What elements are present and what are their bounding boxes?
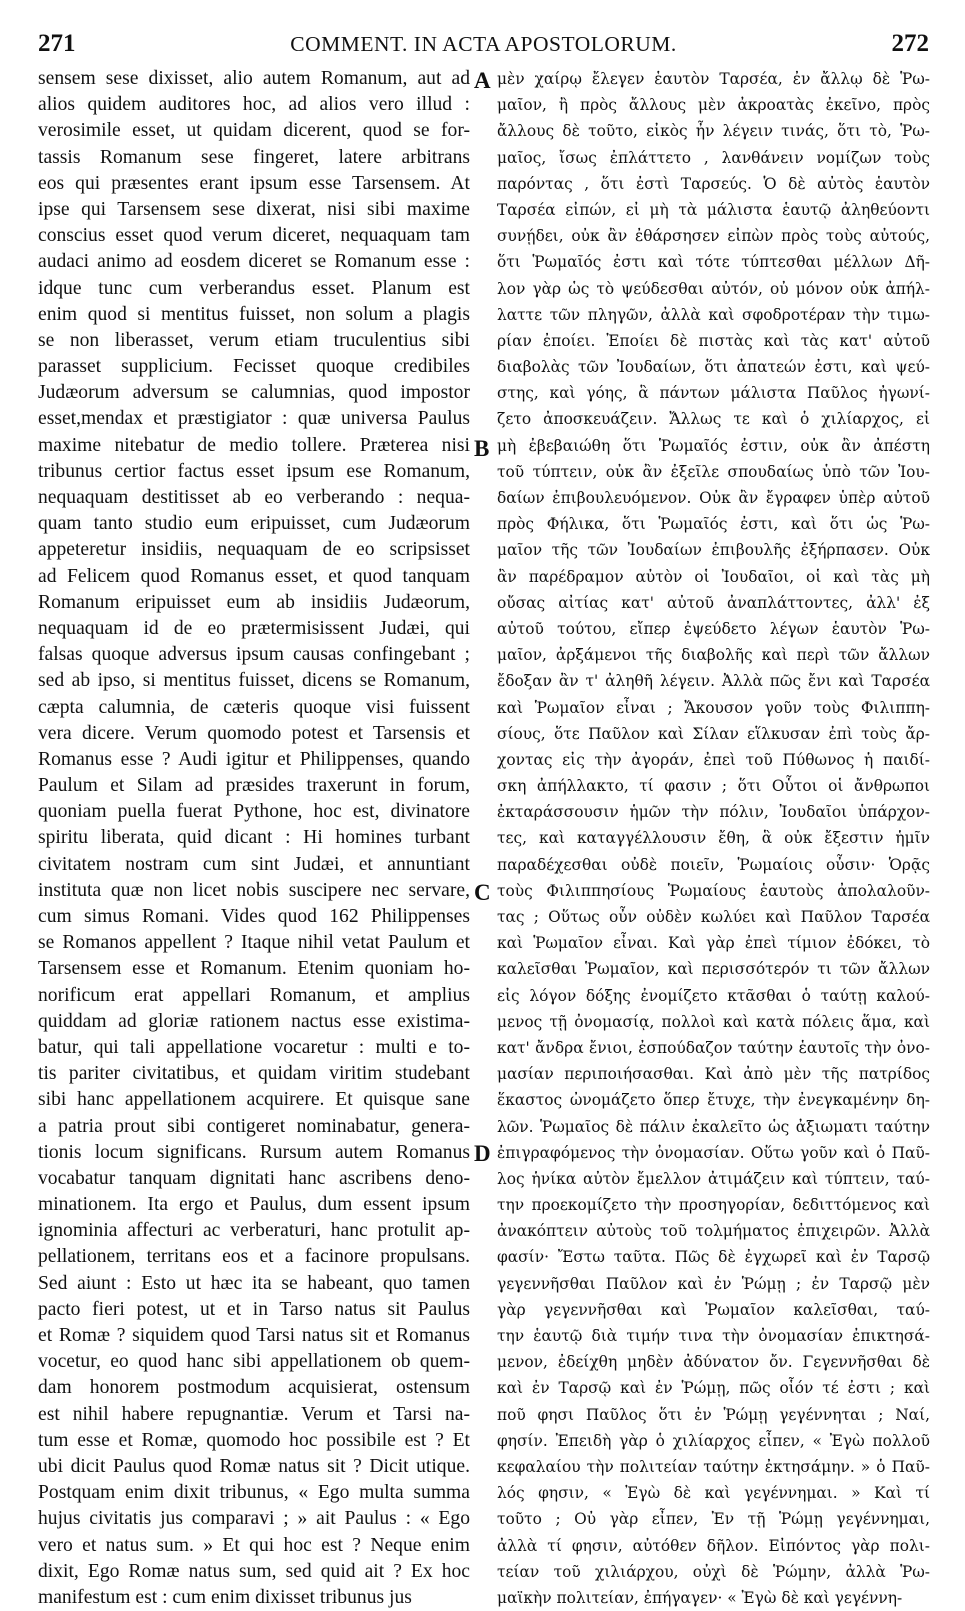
greek-text-line: συνῄδει, οὐκ ἂν ἐθάρσησεν εἰπὼν πρὸς τοὺς αὐτούς, bbox=[497, 227, 930, 246]
latin-text-line: vocetur, eo quod hanc sibi appellationem ob quem- bbox=[38, 1351, 470, 1373]
latin-text-line: batur, qui tali appellatione vocaretur : multi e to- bbox=[38, 1036, 470, 1058]
latin-column bbox=[38, 66, 470, 1611]
margin-letter-b: B bbox=[474, 436, 490, 461]
greek-text-line: στης, καὶ γόης, ἃ πάντων μάλιστα Παῦλος ἠγωνί- bbox=[497, 384, 930, 403]
greek-text-line: ποῦ φησι Παῦλος ὅτι ἐν Ῥώμῃ γεγέννηται ; Ναί, bbox=[497, 1405, 930, 1424]
greek-text-line: χοντας εἰς τὴν ἀγοράν, ἐπεὶ τοῦ Πύθωνος ἡ παιδί- bbox=[497, 750, 930, 769]
latin-text-line: pacto fieri potest, ut et in Tarso natus sit Paulus bbox=[38, 1298, 470, 1320]
latin-text-line: dixit, Ego Romæ natus sum, sed quid ait ? Ex hoc bbox=[38, 1560, 470, 1582]
greek-text-line: κατ' ἄνδρα ἔνιοι, ἐσπούδαζον ταύτην ἑαυτοῖς τὴν ὀνο- bbox=[497, 1038, 930, 1057]
latin-text-line: parasset supplicium. Fecisset quoque credibiles bbox=[38, 356, 470, 378]
greek-text-line: αὐτοῦ τούτου, εἴπερ ἐψεύδετο λέγων ἑαυτὸν Ῥω- bbox=[497, 619, 930, 638]
greek-text-line: φασίν· Ἔστω ταῦτα. Πῶς δὲ ἐγχωρεῖ καὶ ἐν Ταρσῷ bbox=[497, 1248, 930, 1267]
latin-text-line: cum simus Romani. Vides quod 162 Philippenses bbox=[38, 906, 470, 927]
greek-text-line: τοῦ τύπτειν, οὐκ ἂν ἐξεῖλε σπουδαίως ὑπὸ τῶν Ἰου- bbox=[497, 462, 930, 481]
greek-text-line: καὶ Ῥωμαῖον εἶναι ; Ἄκουσον γοῦν τοὺς Φιλιππη- bbox=[497, 698, 930, 717]
latin-text-line: esset,mendax et præstigiator : quæ universa Paulus bbox=[38, 408, 470, 430]
greek-text-line: Ταρσέα εἰπών, εἰ μὴ τὰ μάλιστα ἑαυτῷ ἀληθεύοντι bbox=[497, 200, 930, 219]
greek-text-line: τοὺς Φιλιππησίους Ῥωμαίους ἑαυτοὺς ἀπολαλοῦν- bbox=[497, 881, 930, 900]
greek-text-line: γεγεννῆσθαι Παῦλον καὶ ἐν Ῥώμῃ ; ἐν Ταρσῷ μὲν bbox=[497, 1274, 930, 1293]
latin-text-line: norificum erat appellari Romanum, et amplius bbox=[38, 984, 470, 1006]
latin-text-line: eos qui præsentes erant ipsum esse Tarsensem. At bbox=[38, 172, 470, 194]
latin-text-line: manifestum est : cum enim dixisset tribunus jus bbox=[38, 1586, 412, 1608]
latin-text-line: et Romæ ? siquidem quod Tarsi natus sit et Romanus bbox=[38, 1325, 470, 1346]
greek-text-line: λον γὰρ ὡς τὸ ψεύδεσθαι αὐτόν, οὐ μόνον οὐκ ἀπήλ- bbox=[497, 279, 930, 298]
greek-text-line: ἀνακόπτειν αὐτοὺς τοῦ τολμήματος ἐπιχειρῶν. Ἀλλὰ bbox=[497, 1222, 930, 1241]
latin-text-line: nequaquam destitisset ab eo verberando : nequa- bbox=[38, 487, 470, 508]
greek-text-line: ζετο ἀποσκευάζειν. Ἄλλως τε καὶ ὁ χιλίαρχος, εἰ bbox=[497, 410, 930, 429]
greek-text-line: ἔδοξαν ἂν τ' ἀληθῆ λέγειν. Ἀλλὰ πῶς ἔνι καὶ Ταρσέα bbox=[497, 672, 930, 691]
greek-text-line: λός φησιν, « Ἐγὼ δὲ καὶ γεγέννημαι. » Καὶ τί bbox=[497, 1484, 930, 1503]
greek-text-line: μενος τῇ ὀνομασίᾳ, πολλοὶ καὶ κατὰ πόλεις ἅμα, καὶ bbox=[497, 1012, 930, 1031]
latin-text-line: verosimile esset, ut quidam dicerent, quod se for- bbox=[38, 120, 470, 142]
greek-text-line: καὶ Ῥωμαῖον εἶναι. Καὶ γὰρ ἐπεὶ τίμιον ἐδόκει, τὸ bbox=[497, 934, 930, 953]
greek-text-line: διαβολὰς τῶν Ἰουδαίων, ὅτι ἀπατεών ἐστι, καὶ ψεύ- bbox=[497, 358, 930, 377]
greek-text-line: ἐπιγραφόμενος τὴν ὀνομασίαν. Οὕτω γοῦν καὶ ὁ Παῦ- bbox=[497, 1143, 930, 1162]
latin-text-line: sibi hanc appellationem acquirere. Et quisque sane bbox=[38, 1089, 470, 1111]
greek-text-line: μαῖον, ἢ πρὸς ἄλλους μὲν ἀκροατὰς ἐκεῖνο, πρὸς bbox=[497, 96, 930, 115]
greek-text-line: εἰς λόγον δόξης ἐνομίζετο κτᾶσθαι ὁ ταύτῃ καλού- bbox=[497, 986, 930, 1005]
latin-text-line: sensem sese dixisset, alio autem Romanum, aut ad bbox=[38, 68, 470, 89]
greek-text-line: καὶ ἐν Ταρσῷ καὶ ἐν Ῥώμῃ, πῶς οἷόν τέ ἐστι ; καὶ bbox=[497, 1379, 930, 1398]
greek-text-line: ὅτι Ῥωμαῖός ἐστι καὶ τότε τύπτεσθαι μέλλων Δῆ- bbox=[497, 253, 930, 272]
greek-column bbox=[497, 66, 930, 1611]
page-number-left: 271 bbox=[38, 30, 76, 57]
greek-text-line: μασίαν περιποιήσασθαι. Καὶ ἀπὸ μὲν τῆς πατρίδος bbox=[497, 1065, 930, 1084]
latin-text-line: tionis locum significans. Rursum autem Romanus bbox=[38, 1141, 470, 1163]
greek-text-line: γὰρ γεγεννῆσθαι καὶ Ῥωμαῖον καλεῖσθαι, ταύ- bbox=[497, 1300, 930, 1319]
greek-text-line: φησίν. Ἐπειδὴ γὰρ ὁ χιλίαρχος εἶπεν, « Ἐγὼ πολλοῦ bbox=[497, 1431, 930, 1450]
latin-text-line: Sed aiunt : Esto ut hæc ita se habeant, quo tamen bbox=[38, 1272, 470, 1294]
greek-text-line: μαῖος, ἴσως ἐπλάττετο , λανθάνειν νομίζων τοὺς bbox=[497, 148, 930, 167]
margin-letter-c: C bbox=[474, 880, 491, 905]
latin-text-line: tum esse et Romæ, quomodo hoc possibile est ? Et bbox=[38, 1429, 470, 1451]
margin-letter-d: D bbox=[474, 1141, 491, 1166]
latin-text-line: appeteretur insidiis, nequaquam de eo scripsisset bbox=[38, 539, 470, 561]
latin-text-line: ignominia affecturi ac verberaturi, hanc protulit ap- bbox=[38, 1220, 470, 1242]
latin-text-line: nequaquam id de eo prætermisissent Judæi, qui bbox=[38, 617, 470, 639]
latin-text-line: audaci animo ad eosdem diceret se Romanum esse : bbox=[38, 251, 470, 273]
latin-text-line: tassis Romanum sese fingeret, latere arbitrans bbox=[38, 146, 470, 168]
greek-text-line: σκη ἀπήλλακτο, τί φασιν ; ὅτι Οὗτοι οἱ ἄνθρωποι bbox=[497, 777, 930, 796]
greek-text-line: μαῖον, ἀρξάμενοι τῆς διαβολῆς καὶ περὶ τῶν ἄλλων bbox=[497, 646, 930, 665]
latin-text-line: Romanum eripuisset eum ab insidiis Judæorum, bbox=[38, 591, 470, 613]
latin-text-line: dam honorem postmodum acquisierat, ostensum bbox=[38, 1377, 470, 1399]
greek-text-line: παρόντας , ὅτι ἐστὶ Ταρσεύς. Ὁ δὲ αὐτὸς ἑαυτὸν bbox=[497, 174, 930, 193]
greek-text-line: μὴ ἐβεβαιώθη ὅτι Ῥωμαῖός ἐστιν, οὐκ ἂν ἀπέστη bbox=[497, 436, 930, 455]
latin-text-line: Tarsensem esse et Romanum. Etenim quoniam ho- bbox=[38, 958, 470, 980]
latin-text-line: Romanus esse ? Audi igitur et Philippenses, quando bbox=[38, 748, 470, 770]
greek-text-line: μαῖον τῆς τῶν Ἰουδαίων ἐπιβουλῆς ἐξήρπασεν. Οὐκ bbox=[497, 541, 930, 560]
latin-text-line: Postquam enim dixit tribunus, « Ego multa summa bbox=[38, 1482, 470, 1504]
latin-text-line: enim quod si mentitus fuisset, non solum a plagis bbox=[38, 303, 470, 325]
greek-text-line: μαϊκὴν πολιτείαν, ἐπήγαγεν· « Ἐγὼ δὲ καὶ γεγέννη- bbox=[497, 1588, 903, 1607]
latin-text-line: est nihil habere repugnantiæ. Verum et Tarsi na- bbox=[38, 1403, 470, 1425]
latin-text-line: vera dicere. Verum quomodo potest et Tarsensis et bbox=[38, 722, 470, 744]
greek-text-line: μὲν χαίρῳ ἔλεγεν ἑαυτὸν Ταρσέα, ἐν ἄλλῳ δὲ Ῥω- bbox=[497, 70, 930, 88]
latin-text-line: quoniam puella fuerat Pythone, hoc est, divinatore bbox=[38, 801, 470, 823]
greek-text-line: ἀλλὰ τί φησιν, αὐτόθεν δῆλον. Εἰπόντος γὰρ πολι- bbox=[497, 1536, 930, 1555]
latin-text-line: ubi dicit Paulus quod Romæ natus sit ? Dicit utique. bbox=[38, 1455, 470, 1477]
greek-text-line: σίους, ὅτε Παῦλον καὶ Σίλαν εἵλκυσαν ἐπὶ τοὺς ἄρ- bbox=[497, 724, 930, 743]
page-number-right: 272 bbox=[891, 30, 929, 57]
greek-text-line: ρίαν ἐποίει. Ἐποίει δὲ πιστὰς καὶ τὰς κατ' αὐτοῦ bbox=[497, 331, 930, 350]
latin-text-line: cæpta calumnia, de cæteris quoque visi fuissent bbox=[38, 696, 470, 718]
greek-text-line: την ἑαυτῷ διὰ τιμήν τινα τὴν ὀνομασίαν ἐπικτησά- bbox=[497, 1327, 930, 1345]
latin-text-line: falsas quoque adversus ipsum causas confingebant ; bbox=[38, 644, 470, 666]
greek-text-line: καλεῖσθαι Ῥωμαῖον, καὶ περισσότερόν τι τῶν ἄλλων bbox=[497, 960, 930, 979]
latin-text-line: maxime nitebatur de medio tollere. Præterea nisi bbox=[38, 434, 470, 456]
margin-letter-a: A bbox=[474, 68, 491, 93]
latin-text-line: spiritu liberata, quid dicant : Hi homines turbant bbox=[38, 827, 470, 849]
greek-text-line: ἂν παρέδραμον αὐτὸν οἱ Ἰουδαῖοι, οἱ καὶ τὰς μὴ bbox=[497, 567, 930, 586]
latin-text-line: a patria prout sibi contigeret nominabatur, genera- bbox=[38, 1115, 470, 1137]
latin-text-line: sed ab ipso, si mentitus fuisset, dicens se Romanum, bbox=[38, 670, 470, 692]
greek-text-line: λαττε τῶν πληγῶν, ἀλλὰ καὶ σφοδροτέραν τὴν τιμω- bbox=[497, 305, 930, 324]
latin-text-line: hujus civitatis jus comparavi ; » ait Paulus : « Ego bbox=[38, 1508, 470, 1530]
latin-text-line: minationem. Ita ergo et Paulus, dum essent ipsum bbox=[38, 1194, 470, 1216]
latin-text-line: ad Felicem quod Romanus esset, et quod tanquam bbox=[38, 565, 470, 587]
latin-text-line: quiddam ad gloriæ rationem nactus esse existima- bbox=[38, 1010, 470, 1032]
latin-text-line: vocabatur tanquam dignitati hanc ascribens deno- bbox=[38, 1167, 470, 1189]
latin-text-line: se non liberasset, verum etiam truculentius sibi bbox=[38, 329, 470, 351]
latin-text-line: idque tunc cum verberandus esset. Planum est bbox=[38, 277, 470, 299]
greek-text-line: πρὸς Φήλικα, ὅτι Ῥωμαῖός ἐστι, καὶ ὅτι ὡς Ῥω- bbox=[497, 515, 930, 534]
greek-text-line: τοῦτο ; Οὐ γὰρ εἶπεν, Ἐν τῇ Ῥώμῃ γεγέννημαι, bbox=[497, 1510, 930, 1529]
latin-text-line: instituta quæ non licet nobis suscipere nec servare, bbox=[38, 879, 470, 901]
latin-text-line: pellationem, territans eos et a facinore propulsans. bbox=[38, 1246, 470, 1268]
latin-text-line: conscius esset quod verum diceret, nequaquam tam bbox=[38, 225, 470, 247]
greek-text-line: δαίων ἐπιβουλευόμενον. Οὐκ ἂν ἔγραφεν ὑπὲρ αὐτοῦ bbox=[497, 489, 930, 507]
latin-text-line: Paulum et Silam ad præsides traxerunt in forum, bbox=[38, 775, 470, 797]
latin-text-line: Judæorum adversum se calumnias, quod impostor bbox=[38, 382, 470, 404]
greek-text-line: τείαν τοῦ χιλιάρχου, οὐχὶ δὲ Ῥώμην, ἀλλὰ Ῥω- bbox=[497, 1562, 930, 1581]
latin-text-line: ipse qui Tarsensem sese dixerat, nisi sibi maxime bbox=[38, 198, 470, 220]
greek-text-line: οὔσας αἰτίας κατ' αὐτοῦ ἀναπλάττοντες, ἀλλ' ἐξ bbox=[497, 593, 930, 612]
latin-text-line: se Romanos appellent ? Itaque nihil vetat Paulum et bbox=[38, 932, 470, 954]
latin-text-line: tribunus certior factus esset ipsum ese Romanum, bbox=[38, 460, 470, 482]
latin-text-line: vero et natus sum. » Et qui hoc est ? Neque enim bbox=[38, 1534, 470, 1556]
latin-text-line: tis pariter civitatibus, et quidam viritim studebant bbox=[38, 1063, 470, 1085]
latin-text-line: alios quidem auditores hoc, ad alios vero illud : bbox=[38, 94, 470, 116]
page-header bbox=[38, 30, 929, 60]
greek-text-line: τες, καὶ καταγγέλλουσιν ἔθη, ἃ οὐκ ἔξεστιν ἡμῖν bbox=[497, 829, 930, 848]
greek-text-line: τας ; Οὕτως οὖν οὐδὲν κωλύει καὶ Παῦλον Ταρσέα bbox=[497, 908, 930, 926]
greek-text-line: ἐκταράσσουσιν ἡμῶν τὴν πόλιν, Ἰουδαῖοι ὑπάρχον- bbox=[497, 803, 930, 822]
greek-text-line: κεφαλαίου τὴν πολιτείαν ταύτην ἐκτησάμην. » ὁ Παῦ- bbox=[497, 1457, 930, 1476]
greek-text-line: λῶν. Ῥωμαῖος δὲ πάλιν ἐκαλεῖτο ὡς ἀξιωματι ταύτην bbox=[497, 1117, 930, 1136]
greek-text-line: την προεκομίζετο τὴν προσηγορίαν, δεδιττόμενος καὶ bbox=[497, 1196, 930, 1215]
greek-text-line: παραδέχεσθαι οὐδὲ ποιεῖν, Ῥωμαίοις οὖσιν· Ὁρᾷς bbox=[497, 855, 930, 874]
latin-text-line: civitatem nostram cum sint Judæi, et annuntiant bbox=[38, 853, 470, 875]
latin-text-line: quam tanto studio eum eripuisset, cum Judæorum bbox=[38, 513, 470, 535]
greek-text-line: ἕκαστος ὠνομάζετο ὅπερ ἔτυχε, τὴν ἐνεγκαμένην δη- bbox=[497, 1091, 930, 1110]
greek-text-line: λος ἡνίκα αὐτὸν ἔμελλον ἀτιμάζειν καὶ τύπτειν, ταύ- bbox=[497, 1169, 930, 1188]
greek-text-line: μενον, ἐδείχθη μηδὲν ἀδύνατον ὄν. Γεγεννῆσθαι δὲ bbox=[497, 1353, 930, 1372]
greek-text-line: ἄλλους δὲ τοῦτο, εἰκὸς ἦν λέγειν τινάς, ὅτι τὸ, Ῥω- bbox=[497, 122, 930, 141]
running-title: COMMENT. IN ACTA APOSTOLORUM. bbox=[290, 32, 677, 56]
